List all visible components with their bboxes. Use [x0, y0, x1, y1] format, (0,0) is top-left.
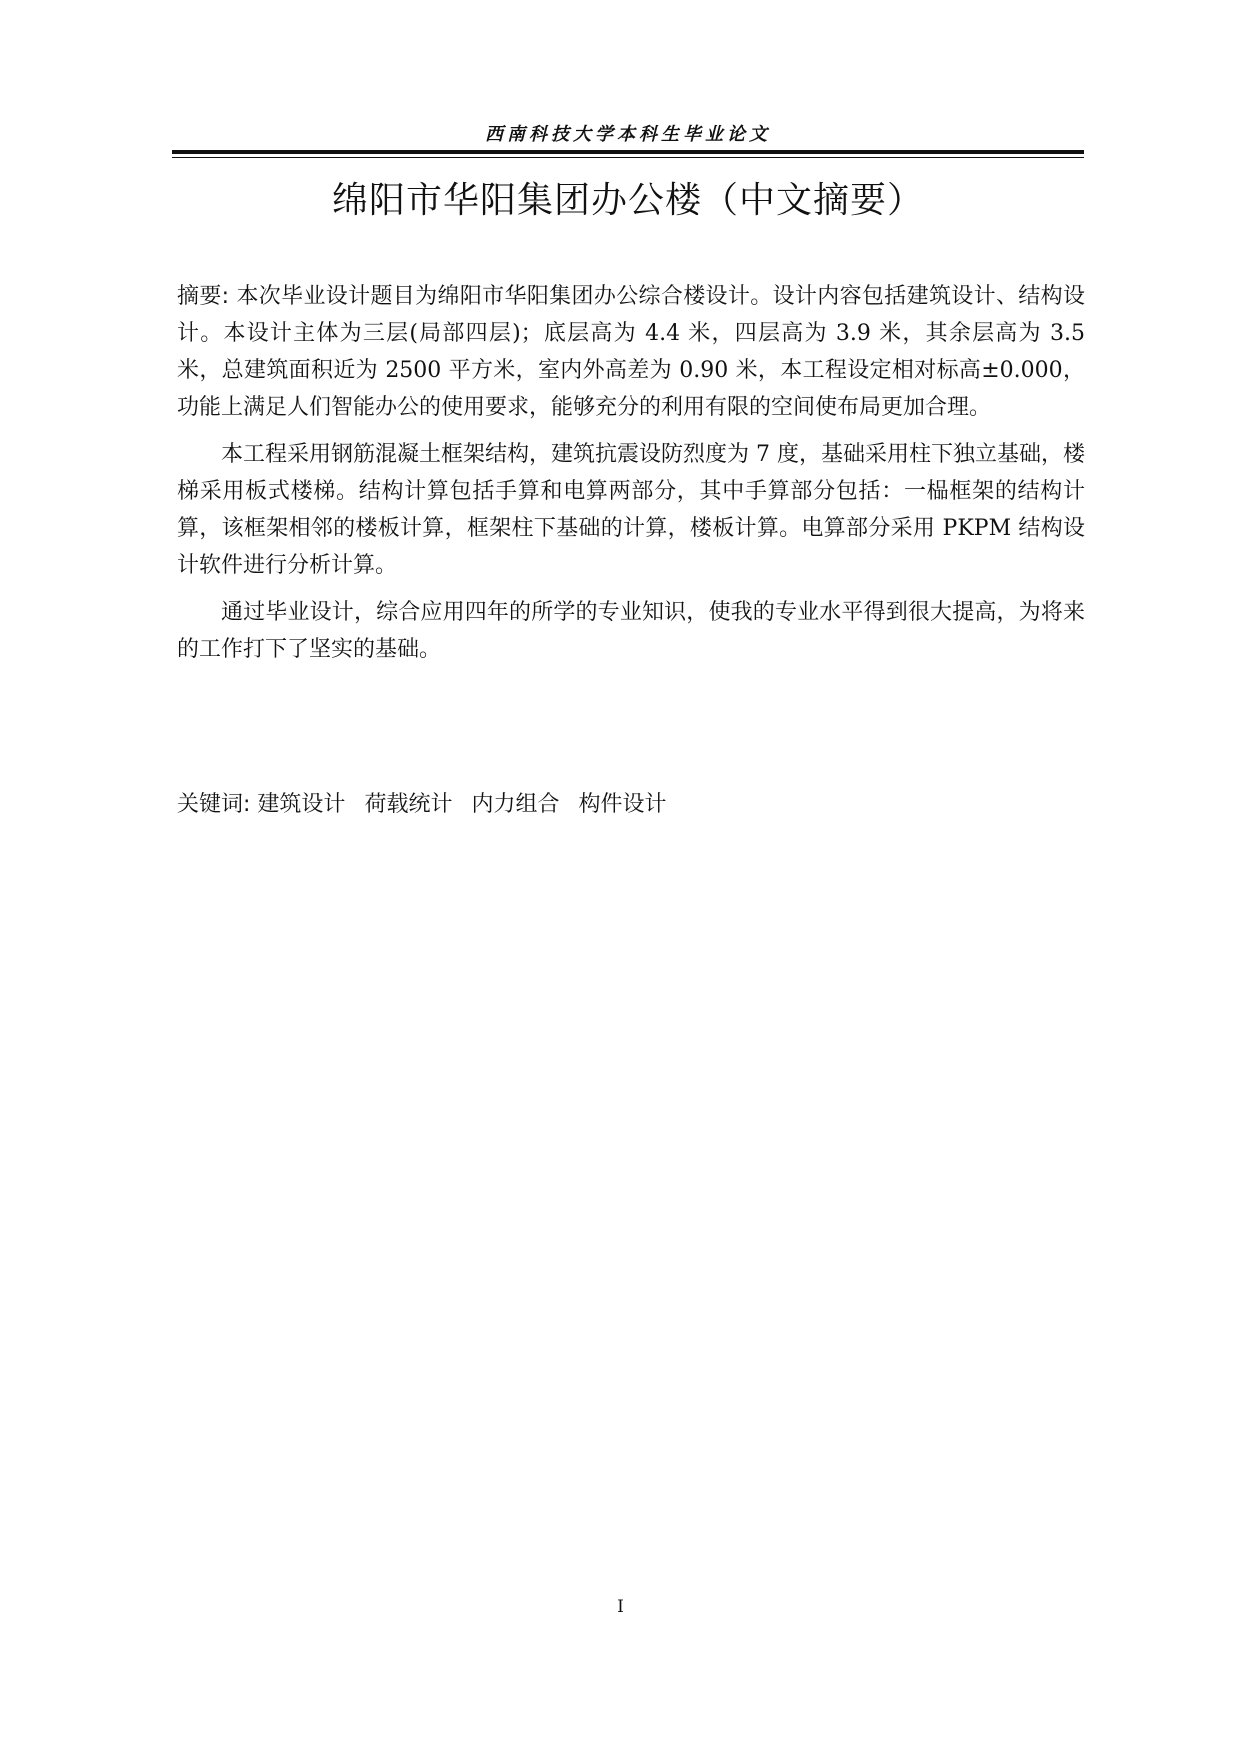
abstract-label: 摘要: — [177, 284, 230, 309]
header-rule-thin — [172, 157, 1084, 158]
page-title: 绵阳市华阳集团办公楼（中文摘要） — [331, 180, 924, 221]
keyword-item: 建筑设计 — [257, 792, 346, 817]
abstract-body — [177, 278, 1085, 678]
abstract-paragraph-2: 本工程采用钢筋混凝土框架结构，建筑抗震设防烈度为 7 度，基础采用柱下独立基础，楼梯采用板式楼梯。结构计算包括手算和电算两部分，其中手算部分包括：一榀框架的结构计算，该框架相邻的楼板计算，框架柱下基础的计算，楼板计算。电算部分采用 PKPM 结构设计软件进行分析计算。 — [177, 442, 1085, 578]
header-rule-thick — [172, 150, 1084, 154]
keyword-item: 荷载统计 — [364, 792, 453, 817]
keywords-line — [177, 786, 1085, 823]
abstract-paragraph-1 — [177, 278, 1085, 426]
keywords-label: 关键词: — [177, 792, 251, 817]
abstract-paragraph-3: 通过毕业设计，综合应用四年的所学的专业知识，使我的专业水平得到很大提高，为将来的工作打下了坚实的基础。 — [177, 600, 1085, 662]
keyword-item: 内力组合 — [471, 792, 560, 817]
abstract-paragraph-1-text: 本次毕业设计题目为绵阳市华阳集团办公综合楼设计。设计内容包括建筑设计、结构设计。本设计主体为三层(局部四层)；底层高为 4.4 米，四层高为 3.9 米，其余层高为 3.5 米，总建筑面积近为 2500 平方米，室内外高差为 0.90 米，本工程设定相对标高±0.000，功能上满足人们智能办公的使用要求，能够充分的利用有限的空间使布局更加合理。 — [177, 284, 1085, 420]
running-header: 西南科技大学本科生毕业论文 — [485, 124, 771, 145]
keyword-item: 构件设计 — [578, 792, 667, 817]
page-number: I — [617, 1597, 624, 1617]
